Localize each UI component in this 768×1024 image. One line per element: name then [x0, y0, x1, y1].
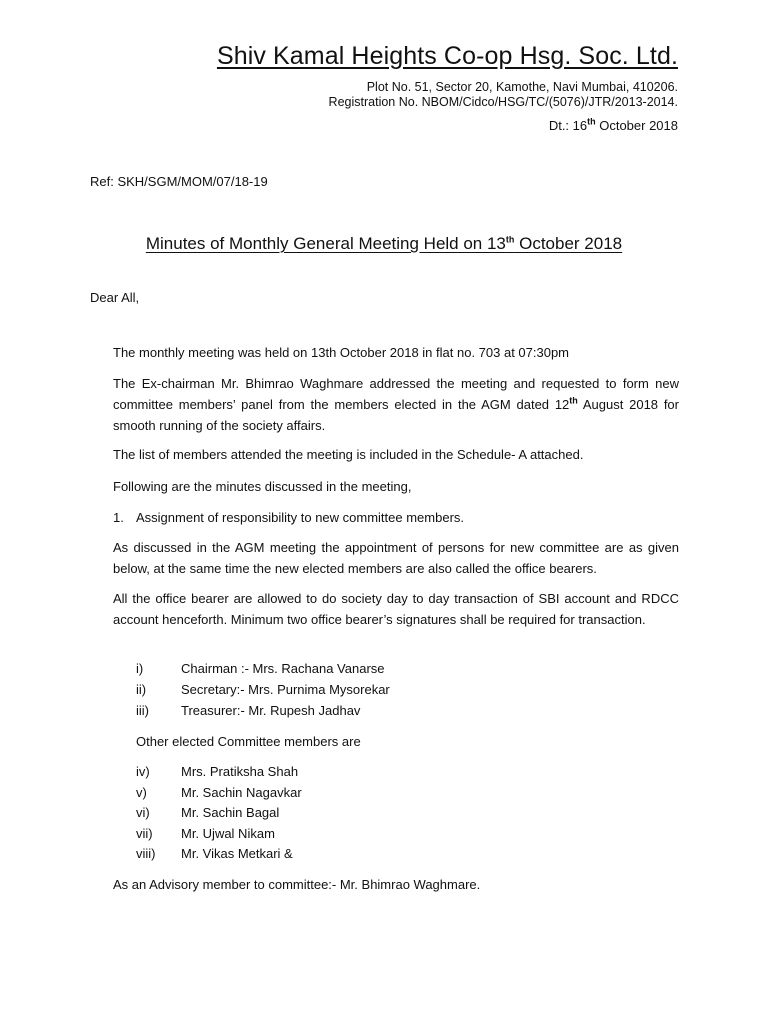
office-bearer-row [136, 700, 360, 721]
row-number: vi) [136, 805, 150, 820]
committee-member-row [136, 823, 275, 844]
row-text: Mrs. Pratiksha Shah [181, 764, 299, 779]
row-number: viii) [136, 846, 156, 861]
row-number: iii) [136, 703, 149, 718]
title-prefix: Minutes of Monthly General Meeting Held on 13 [145, 234, 506, 253]
agenda-item-text: Assignment of responsibility to new committee members. [136, 510, 465, 525]
other-members-heading: Other elected Committee members are [136, 734, 361, 749]
agenda-item-number: 1. [113, 510, 124, 525]
row-number: v) [136, 785, 147, 800]
paragraph-appointment: As discussed in the AGM meeting the appointment of persons for new committee are as given below, at the same time the new elected members are also called the office bearers. [113, 540, 679, 576]
row-text: Treasurer:- Mr. Rupesh Jadhav [181, 703, 361, 718]
committee-member-row [136, 761, 298, 782]
salutation: Dear All, [90, 290, 140, 305]
society-address: Plot No. 51, Sector 20, Kamothe, Navi Mumbai, 410206. [366, 80, 678, 94]
date-sup: th [587, 116, 596, 127]
registration-number: Registration No. NBOM/Cidco/HSG/TC/(5076)/JTR/2013-2014. [328, 95, 678, 109]
reference-number: Ref: SKH/SGM/MOM/07/18-19 [90, 174, 268, 189]
letter-date [549, 118, 678, 133]
paragraph-meeting-held: The monthly meeting was held on 13th October 2018 in flat no. 703 at 07:30pm [113, 345, 570, 360]
p2-suffix: August 2018 for smooth running of the society affairs. [113, 397, 679, 433]
agenda-item-1 [113, 507, 464, 528]
committee-member-row [136, 802, 279, 823]
office-bearer-row [136, 658, 385, 679]
title-suffix: October 2018 [514, 234, 623, 253]
paragraph-advisory: As an Advisory member to committee:- Mr. Bhimrao Waghmare. [113, 877, 481, 892]
row-number: i) [136, 661, 144, 676]
row-number: vii) [136, 826, 153, 841]
row-number: ii) [136, 682, 147, 697]
row-text: Mr. Vikas Metkari & [181, 846, 293, 861]
date-suffix: October 2018 [595, 118, 678, 133]
committee-member-row [136, 843, 293, 864]
title-sup: th [505, 234, 515, 245]
row-text: Mr. Ujwal Nikam [181, 826, 275, 841]
paragraph-transactions: All the office bearer are allowed to do society day to day transaction of SBI account and RDCC account henceforth. Minimum two office bearer’s signatures shall be required for transaction. [113, 591, 679, 627]
row-number: iv) [136, 764, 150, 779]
page-title [0, 234, 768, 254]
paragraph-attendance: The list of members attended the meeting is included in the Schedule- A attached. [113, 447, 584, 462]
row-text: Secretary:- Mrs. Purnima Mysorekar [181, 682, 390, 697]
row-text: Chairman :- Mrs. Rachana Vanarse [181, 661, 385, 676]
row-text: Mr. Sachin Bagal [181, 805, 280, 820]
p2-sup: th [569, 395, 578, 406]
row-text: Mr. Sachin Nagavkar [181, 785, 302, 800]
office-bearer-row [136, 679, 390, 700]
society-name: Shiv Kamal Heights Co-op Hsg. Soc. Ltd. [216, 42, 678, 70]
paragraph-minutes-intro: Following are the minutes discussed in the meeting, [113, 479, 412, 494]
paragraph-ex-chairman [113, 373, 679, 436]
committee-member-row [136, 782, 302, 803]
p2-prefix: The Ex-chairman Mr. Bhimrao Waghmare addressed the meeting and requested to form new committee members’ panel from the members elected in the AGM dated 12 [113, 376, 679, 412]
date-prefix: Dt.: 16 [548, 118, 588, 133]
